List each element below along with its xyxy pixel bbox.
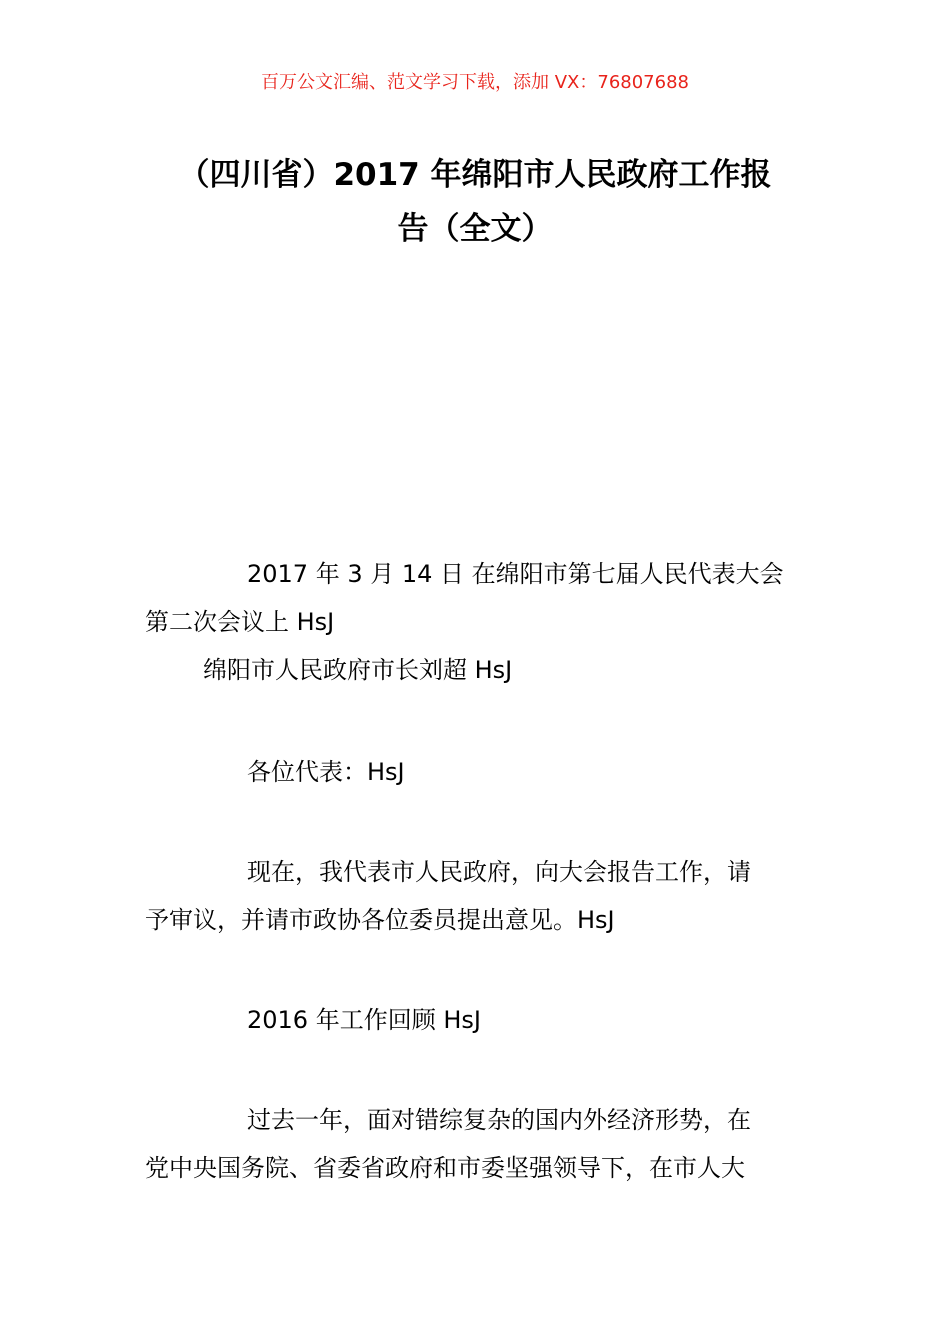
promo-header: 百万公文汇编、范文学习下载，添加 VX：76807688 — [261, 72, 689, 93]
document-title — [145, 148, 805, 256]
title-line-2: 告（全文） — [397, 211, 553, 247]
speaker-line: 绵阳市人民政府市长刘超 HsJ — [203, 656, 513, 684]
section-heading: 2016 年工作回顾 HsJ — [247, 1006, 481, 1034]
salutation-paragraph — [145, 748, 810, 796]
intro-paragraph — [145, 848, 810, 944]
meeting-line-1: 2017 年 3 月 14 日 在绵阳市第七届人民代表大会 — [247, 560, 784, 588]
section-heading-paragraph — [145, 996, 810, 1044]
intro-line-1: 现在，我代表市人民政府，向大会报告工作，请 — [247, 858, 751, 886]
review-line-2: 党中央国务院、省委省政府和市委坚强领导下，在市人大 — [145, 1154, 745, 1182]
meeting-paragraph — [145, 550, 810, 694]
review-paragraph — [145, 1096, 810, 1192]
title-line-1: （四川省）2017 年绵阳市人民政府工作报 — [178, 157, 772, 193]
meeting-line-2: 第二次会议上 HsJ — [145, 608, 335, 636]
review-line-1: 过去一年，面对错综复杂的国内外经济形势，在 — [247, 1106, 751, 1134]
salutation-line: 各位代表：HsJ — [247, 758, 405, 786]
intro-line-2: 予审议，并请市政协各位委员提出意见。HsJ — [145, 906, 615, 934]
